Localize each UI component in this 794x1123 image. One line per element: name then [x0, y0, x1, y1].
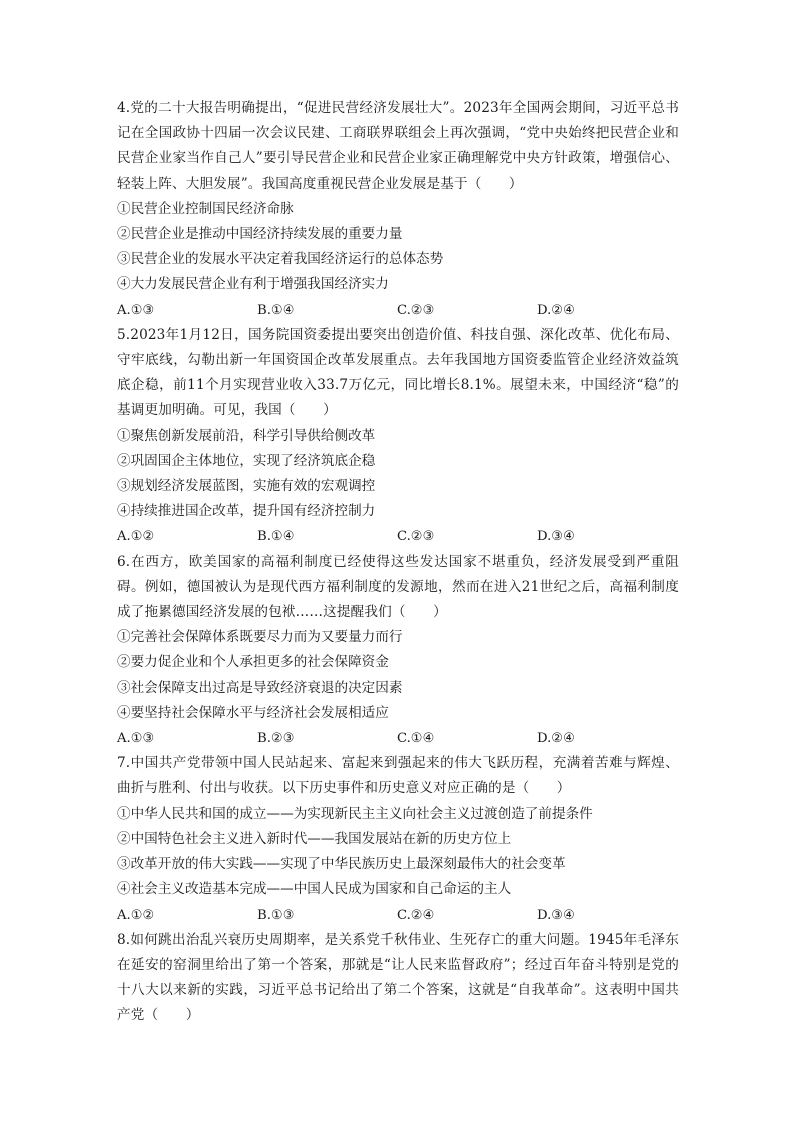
- answer-choice-a: A.①②: [117, 907, 155, 923]
- question-stem: 6.在西方，欧美国家的高福利制度已经使得这些发达国家不堪重负，经济发展受到严重阻碍。例如，德国被认为是现代西方福利制度的发源地，然而在进入21世纪之后，高福利制度成了拖累德国经济发展的包袱……这提醒我们（ ）: [117, 553, 679, 621]
- answer-choice-b: B.②③: [257, 731, 295, 747]
- answer-choice-d: D.②④: [537, 302, 575, 318]
- answer-choice-b: B.①④: [257, 529, 295, 545]
- option-item: ③社会保障支出过高是导致经济衰退的决定因素: [117, 679, 403, 696]
- question-stem: 4.党的二十大报告明确提出，“促进民营经济发展壮大”。2023年全国两会期间，习近平总书记在全国政协十四届一次会议民建、工商联界联组会上再次强调，“党中央始终把民营企业和民营企业家当作自己人”要引导民营企业和民营企业家正确理解党中央方针政策，增强信心、轻装上阵、大胆发展”。我国高度重视民营企业发展是基于（ ）: [117, 100, 679, 192]
- answer-choice-a: A.①③: [117, 302, 155, 318]
- answer-choices: [117, 298, 679, 323]
- answer-choice-d: D.③④: [537, 907, 575, 923]
- answer-choice-c: C.②④: [397, 907, 435, 923]
- option-item: ③改革开放的伟大实践——实现了中华民族历史上最深刻最伟大的社会变革: [117, 856, 566, 873]
- option-item: ④社会主义改造基本完成——中国人民成为国家和自己命运的主人: [117, 881, 512, 898]
- answer-choice-b: B.①④: [257, 302, 295, 318]
- option-item: ①聚焦创新发展前沿，科学引导供给侧改革: [117, 427, 376, 444]
- question-5: [117, 323, 679, 550]
- option-item: ④要坚持社会保障水平与经济社会发展相适应: [117, 704, 389, 721]
- option-item: ②中国特色社会主义进入新时代——我国发展站在新的历史方位上: [117, 830, 512, 847]
- option-item: ③规划经济发展蓝图，实施有效的宏观调控: [117, 478, 376, 495]
- option-item: ②巩固国企主体地位，实现了经济筑底企稳: [117, 452, 376, 469]
- answer-choice-a: A.①②: [117, 529, 155, 545]
- question-stem: 7.中国共产党带领中国人民站起来、富起来到强起来的伟大飞跃历程，充满着苦难与辉煌、曲折与胜利、付出与收获。以下历史事件和历史意义对应正确的是（ ）: [117, 755, 679, 797]
- answer-choice-d: D.②④: [537, 731, 575, 747]
- option-item: ③民营企业的发展水平决定着我国经济运行的总体态势: [117, 251, 444, 268]
- option-item: ④持续推进国企改革，提升国有经济控制力: [117, 503, 376, 520]
- answer-choice-c: C.②③: [397, 302, 435, 318]
- option-item: ①民营企业控制国民经济命脉: [117, 200, 294, 217]
- question-7: [117, 751, 679, 927]
- answer-choice-c: C.①④: [397, 731, 435, 747]
- option-item: ②民营企业是推动中国经济持续发展的重要力量: [117, 226, 403, 243]
- option-item: ①中华人民共和国的成立——为实现新民主主义向社会主义过渡创造了前提条件: [117, 805, 593, 822]
- answer-choice-c: C.②③: [397, 529, 435, 545]
- question-stem: 5.2023年1月12日，国务院国资委提出要突出创造价值、科技自强、深化改革、优化布局、守牢底线，勾勒出新一年国资国企改革发展重点。去年我国地方国资委监管企业经济效益筑底企稳，前11个月实现营业收入33.7万亿元，同比增长8.1%。展望未来，中国经济“稳”的基调更加明确。可见，我国（ ）: [117, 326, 679, 419]
- option-item: ①完善社会保障体系既要尽力而为又要量力而行: [117, 629, 403, 646]
- question-6: [117, 550, 679, 752]
- answer-choices: [117, 524, 679, 549]
- question-stem: 8.如何跳出治乱兴衰历史周期率，是关系党千秋伟业、生死存亡的重大问题。1945年毛泽东在延安的窑洞里给出了第一个答案，那就是“让人民来监督政府”；经过百年奋斗特别是党的十八大以来新的实践，习近平总书记给出了第二个答案，这就是“自我革命”。这表明中国共产党（ ）: [117, 931, 679, 1024]
- option-item: ④大力发展民营企业有利于增强我国经济实力: [117, 276, 389, 293]
- question-8: [117, 928, 679, 1029]
- answer-choice-a: A.①③: [117, 731, 155, 747]
- answer-choices: [117, 903, 679, 928]
- exam-page: [117, 96, 679, 1029]
- answer-choice-d: D.③④: [537, 529, 575, 545]
- answer-choices: [117, 726, 679, 751]
- option-item: ②要力促企业和个人承担更多的社会保障资金: [117, 654, 389, 671]
- answer-choice-b: B.①③: [257, 907, 295, 923]
- question-4: [117, 96, 679, 323]
